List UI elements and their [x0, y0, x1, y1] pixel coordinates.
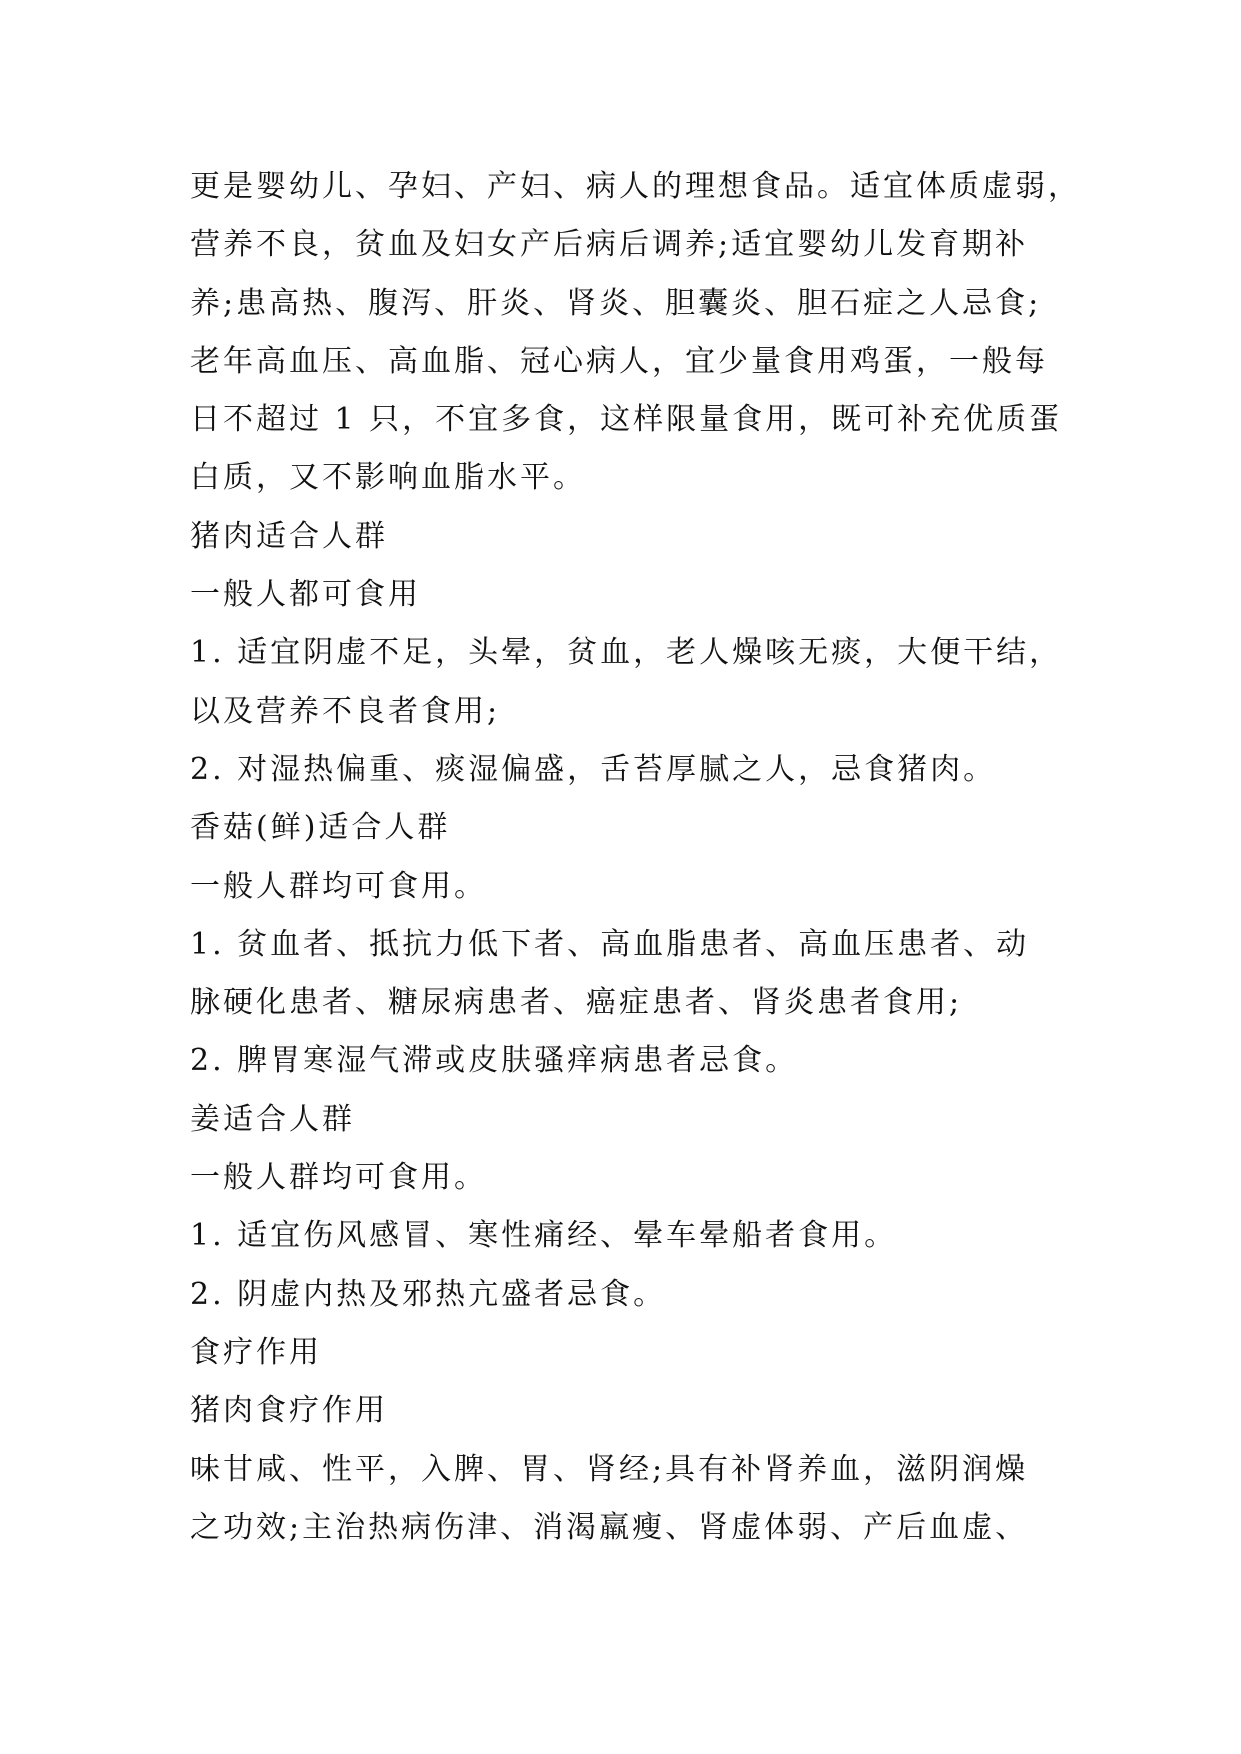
document-body	[190, 158, 1081, 1557]
list-item: 1. 贫血者、抵抗力低下者、高血脂患者、高血压患者、动	[190, 926, 1030, 962]
text-line: 营养不良，贫血及妇女产后病后调养;适宜婴幼儿发育期补	[190, 227, 1029, 263]
list-item: 2. 脾胃寒湿气滞或皮肤骚痒病患者忌食。	[190, 1043, 799, 1079]
list-item: 2. 阴虚内热及邪热亢盛者忌食。	[190, 1276, 667, 1312]
text-line: 之功效;主治热病伤津、消渴羸瘦、肾虚体弱、产后血虚、	[190, 1509, 1029, 1545]
text-line: 白质，又不影响血脂水平。	[190, 460, 586, 496]
section-heading-therapeutic-effects: 食疗作用	[190, 1334, 322, 1370]
list-item: 2. 对湿热偏重、痰湿偏盛，舌苔厚腻之人，忌食猪肉。	[190, 751, 997, 787]
text-line: 味甘咸、性平，入脾、胃、肾经;具有补肾养血，滋阴润燥	[190, 1451, 1029, 1487]
section-heading-pork-suitable: 猪肉适合人群	[190, 518, 388, 554]
text-line: 更是婴幼儿、孕妇、产妇、病人的理想食品。适宜体质虚弱，	[190, 169, 1081, 204]
text-line: 老年高血压、高血脂、冠心病人，宜少量食用鸡蛋，一般每	[190, 343, 1048, 379]
section-heading-mushroom-suitable: 香菇(鲜)适合人群	[190, 810, 451, 846]
text-line: 脉硬化患者、糖尿病患者、癌症患者、肾炎患者食用;	[190, 985, 963, 1021]
section-heading-pork-therapeutic: 猪肉食疗作用	[190, 1393, 388, 1429]
list-item: 1. 适宜阴虚不足，头晕，贫血，老人燥咳无痰，大便干结，	[190, 635, 1063, 671]
text-line: 养;患高热、腹泻、肝炎、肾炎、胆囊炎、胆石症之人忌食;	[190, 285, 1042, 321]
text-line: 一般人群均可食用。	[190, 1160, 487, 1196]
section-heading-ginger-suitable: 姜适合人群	[190, 1101, 355, 1137]
text-line: 日不超过 1 只，不宜多食，这样限量食用，既可补充优质蛋	[190, 402, 1063, 438]
text-line: 以及营养不良者食用;	[190, 693, 501, 729]
text-line: 一般人群均可食用。	[190, 868, 487, 904]
text-line: 一般人都可食用	[190, 577, 421, 613]
list-item: 1. 适宜伤风感冒、寒性痛经、晕车晕船者食用。	[190, 1218, 898, 1254]
